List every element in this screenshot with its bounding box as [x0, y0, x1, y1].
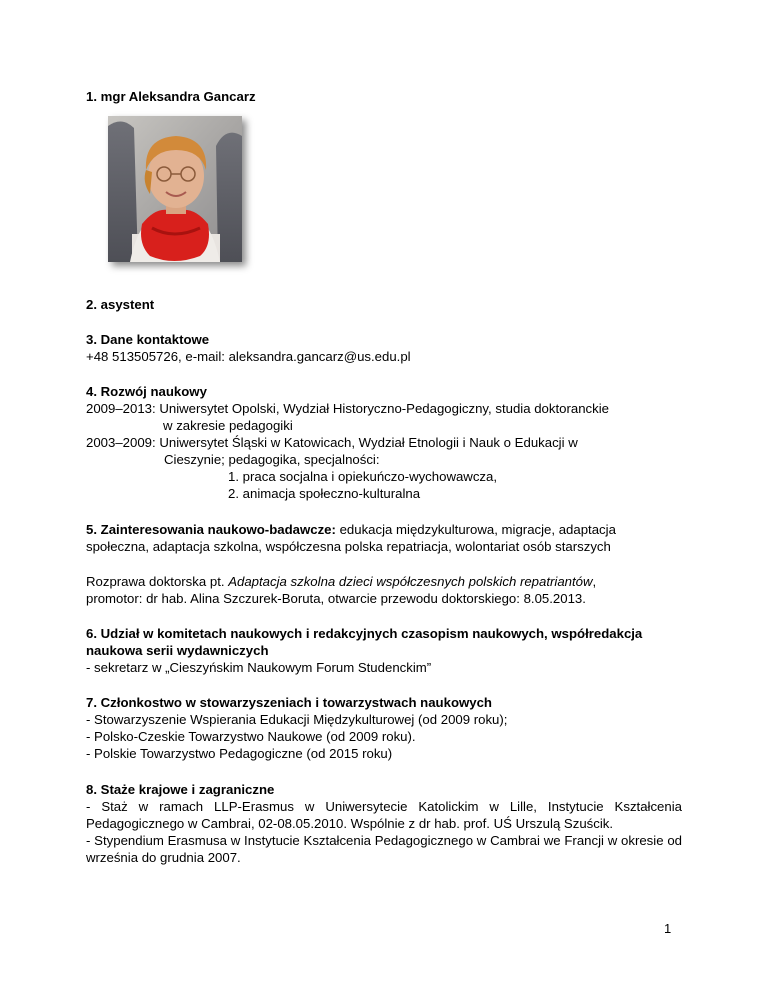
membership-item: - Polsko-Czeskie Towarzystwo Naukowe (od 2009 roku). [86, 729, 416, 744]
membership-item: - Stowarzyszenie Wspierania Edukacji Międzykulturowej (od 2009 roku); [86, 712, 508, 727]
heading-name: 1. mgr Aleksandra Gancarz [86, 89, 256, 104]
section-heading: 8. Staże krajowe i zagraniczne [86, 782, 275, 797]
page-number: 1 [664, 921, 672, 936]
committee-item: - sekretarz w „Cieszyńskim Naukowym Forum Studenckim” [86, 660, 432, 675]
section-memberships [86, 694, 682, 762]
specialization-item: 1. praca socjalna i opiekuńczo-wychowawcza, [228, 469, 498, 484]
development-line-cont: w zakresie pedagogiki [163, 418, 293, 433]
section-internships [86, 781, 682, 866]
section-heading: 4. Rozwój naukowy [86, 384, 207, 399]
section-thesis [86, 573, 682, 607]
section-heading: 3. Dane kontaktowe [86, 332, 210, 347]
section-heading: 6. Udział w komitetach naukowych i redakcyjnych czasopism naukowych, współredakcja naukowa serii wydawniczych [86, 626, 643, 658]
section-committees [86, 625, 682, 676]
interests-text: edukacja międzykulturowa, migracje, adaptacja społeczna, adaptacja szkolna, współczesna polska repatriacja, wolontariat osób starszych [86, 522, 616, 554]
thesis-suffix: , [592, 574, 597, 589]
thesis-title: Adaptacja szkolna dzieci współczesnych polskich repatriantów [228, 574, 593, 589]
specialization-item: 2. animacja społeczno-kulturalna [228, 486, 421, 501]
portrait-photo [108, 116, 242, 262]
development-line: 2009–2013: Uniwersytet Opolski, Wydział Historyczno-Pedagogiczny, studia doktoranckie [86, 401, 609, 416]
heading-position: 2. asystent [86, 297, 155, 312]
section-contact [86, 331, 682, 365]
section-heading: 7. Członkostwo w stowarzyszeniach i towarzystwach naukowych [86, 695, 492, 710]
section-heading: 5. Zainteresowania naukowo-badawcze: [86, 522, 336, 537]
membership-item: - Polskie Towarzystwo Pedagogiczne (od 2015 roku) [86, 746, 393, 761]
contact-line: +48 513505726, e-mail: aleksandra.gancarz@us.edu.pl [86, 349, 411, 364]
thesis-prefix: Rozprawa doktorska pt. [86, 574, 229, 589]
internship-item: - Staż w ramach LLP-Erasmus w Uniwersytecie Katolickim w Lille, Instytucie Kształcenia Pedagogicznego w Cambrai, 02-08.05.2010. Wspólnie z dr hab. prof. UŚ Urszulą Szuścik. [86, 799, 682, 831]
development-line: 2003–2009: Uniwersytet Śląski w Katowicach, Wydział Etnologii i Nauk o Edukacji w [86, 435, 578, 450]
internship-item: - Stypendium Erasmusa w Instytucie Kształcenia Pedagogicznego w Cambrai we Francji w okresie od września do grudnia 2007. [86, 833, 682, 865]
section-development [86, 383, 682, 502]
thesis-line: promotor: dr hab. Alina Szczurek-Boruta, otwarcie przewodu doktorskiego: 8.05.2013. [86, 591, 586, 606]
section-interests [86, 521, 682, 555]
development-line-cont: Cieszynie; pedagogika, specjalności: [164, 452, 380, 467]
